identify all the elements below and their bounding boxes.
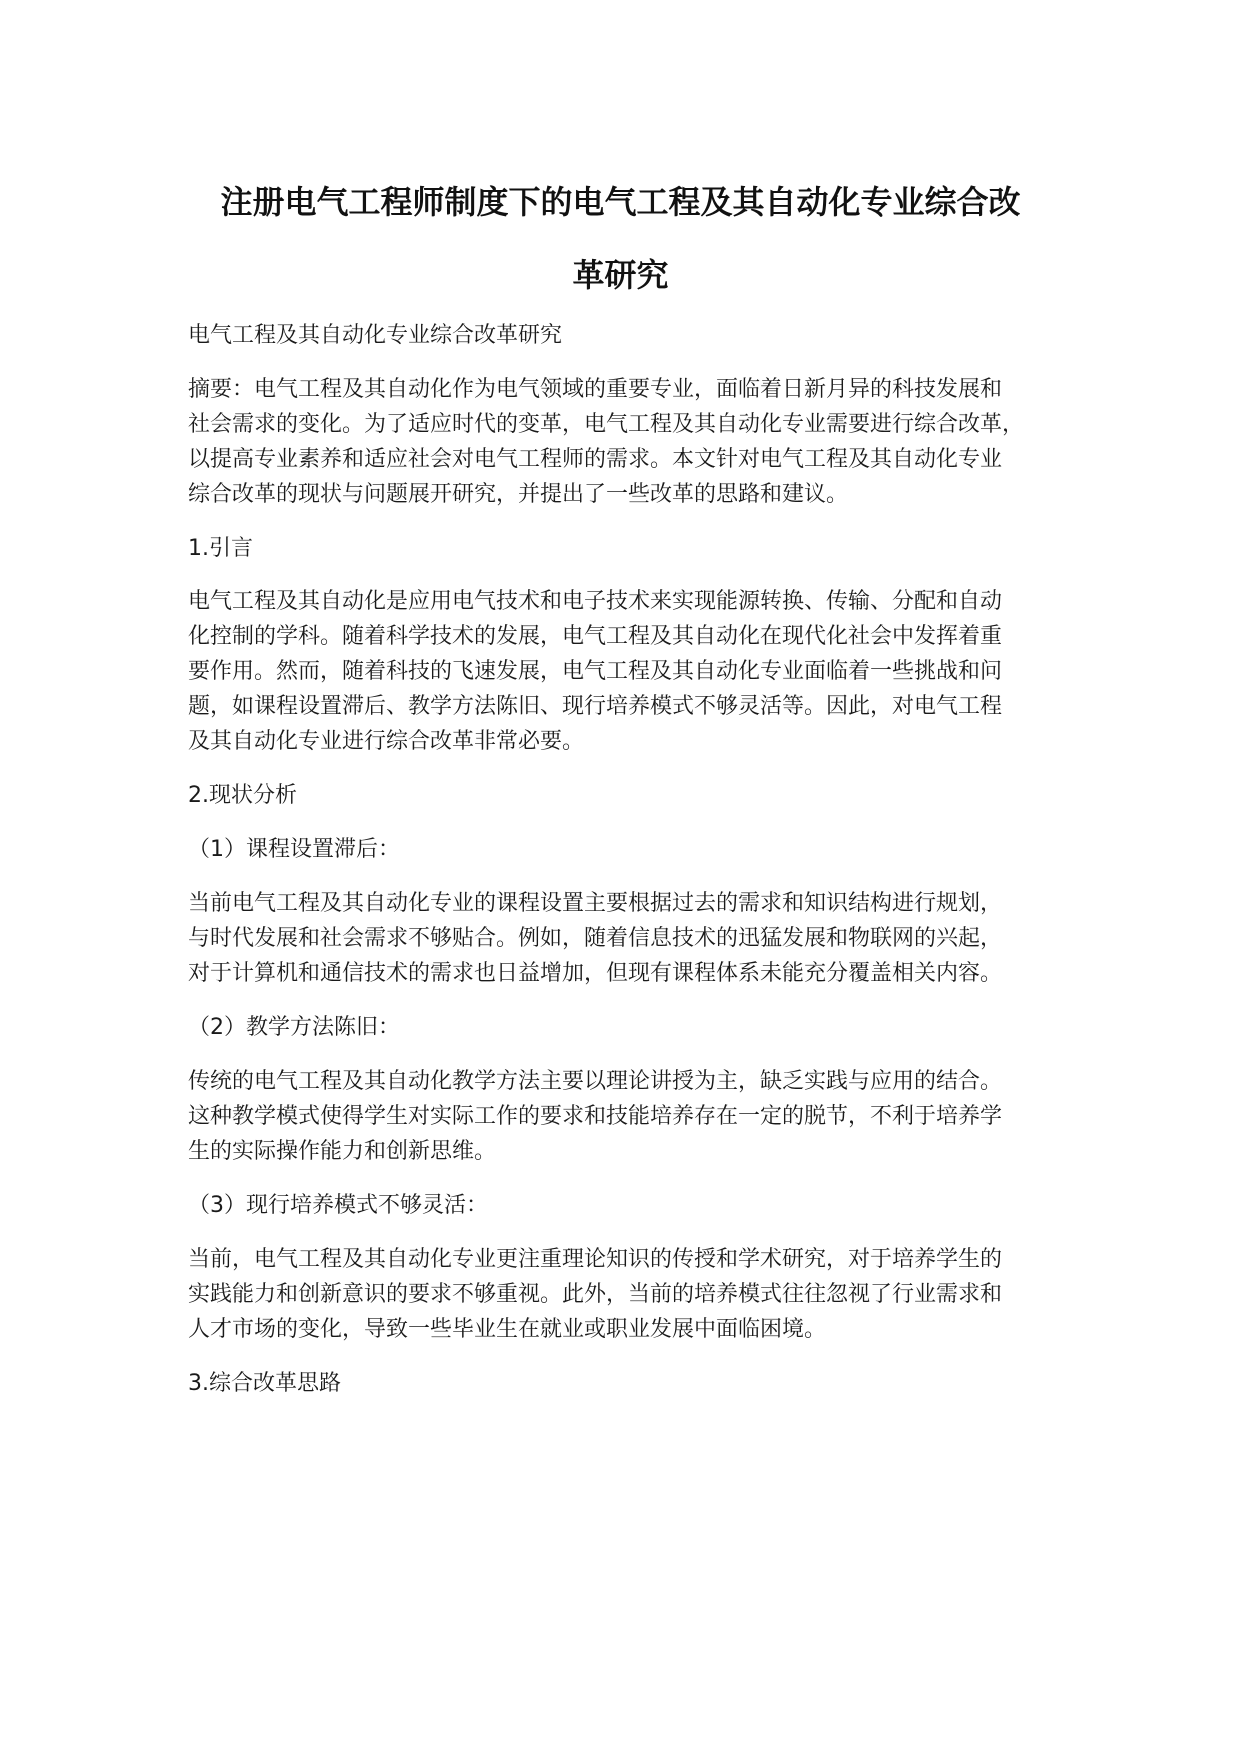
subsection-heading: （2）教学方法陈旧： (188, 1015, 400, 1040)
paragraph-line: 人才市场的变化，导致一些毕业生在就业或职业发展中面临困境。 (188, 1317, 827, 1342)
subsection-heading: （3）现行培养模式不够灵活： (188, 1193, 488, 1218)
paragraph-line: 实践能力和创新意识的要求不够重视。此外，当前的培养模式往往忽视了行业需求和 (188, 1282, 1003, 1307)
paragraph-line: 要作用。然而，随着科技的飞速发展，电气工程及其自动化专业面临着一些挑战和问 (188, 659, 1003, 684)
paragraph-line: 传统的电气工程及其自动化教学方法主要以理论讲授为主，缺乏实践与应用的结合。 (188, 1069, 1003, 1094)
paragraph-line: 当前电气工程及其自动化专业的课程设置主要根据过去的需求和知识结构进行规划， (188, 891, 1003, 916)
paragraph-line: 生的实际操作能力和创新思维。 (188, 1139, 497, 1164)
abstract-line: 社会需求的变化。为了适应时代的变革，电气工程及其自动化专业需要进行综合改革， (188, 412, 1025, 437)
paragraph-line: 电气工程及其自动化是应用电气技术和电子技术来实现能源转换、传输、分配和自动 (188, 589, 1003, 614)
subsection-heading: （1）课程设置滞后： (188, 837, 400, 862)
abstract-line: 摘要：电气工程及其自动化作为电气领域的重要专业，面临着日新月异的科技发展和 (188, 377, 1003, 402)
abstract-line: 以提高专业素养和适应社会对电气工程师的需求。本文针对电气工程及其自动化专业 (188, 447, 1003, 472)
subtitle: 电气工程及其自动化专业综合改革研究 (188, 323, 563, 348)
document-title-line-1: 注册电气工程师制度下的电气工程及其自动化专业综合改 (220, 183, 1021, 221)
abstract-line: 综合改革的现状与问题展开研究，并提出了一些改革的思路和建议。 (188, 482, 849, 507)
paragraph-line: 化控制的学科。随着科学技术的发展，电气工程及其自动化在现代化社会中发挥着重 (188, 624, 1003, 649)
paragraph-line: 题，如课程设置滞后、教学方法陈旧、现行培养模式不够灵活等。因此，对电气工程 (188, 694, 1003, 719)
paragraph-line: 当前，电气工程及其自动化专业更注重理论知识的传授和学术研究，对于培养学生的 (188, 1247, 1003, 1272)
section-heading: 3.综合改革思路 (188, 1371, 341, 1396)
paragraph-line: 及其自动化专业进行综合改革非常必要。 (188, 729, 585, 754)
paragraph-line: 与时代发展和社会需求不够贴合。例如，随着信息技术的迅猛发展和物联网的兴起， (188, 926, 1003, 951)
section-heading: 2.现状分析 (188, 783, 297, 808)
section-heading: 1.引言 (188, 536, 253, 561)
paragraph-line: 这种教学模式使得学生对实际工作的要求和技能培养存在一定的脱节，不利于培养学 (188, 1104, 1003, 1129)
document-title-line-2: 革研究 (572, 256, 669, 294)
paragraph-line: 对于计算机和通信技术的需求也日益增加，但现有课程体系未能充分覆盖相关内容。 (188, 961, 1003, 986)
